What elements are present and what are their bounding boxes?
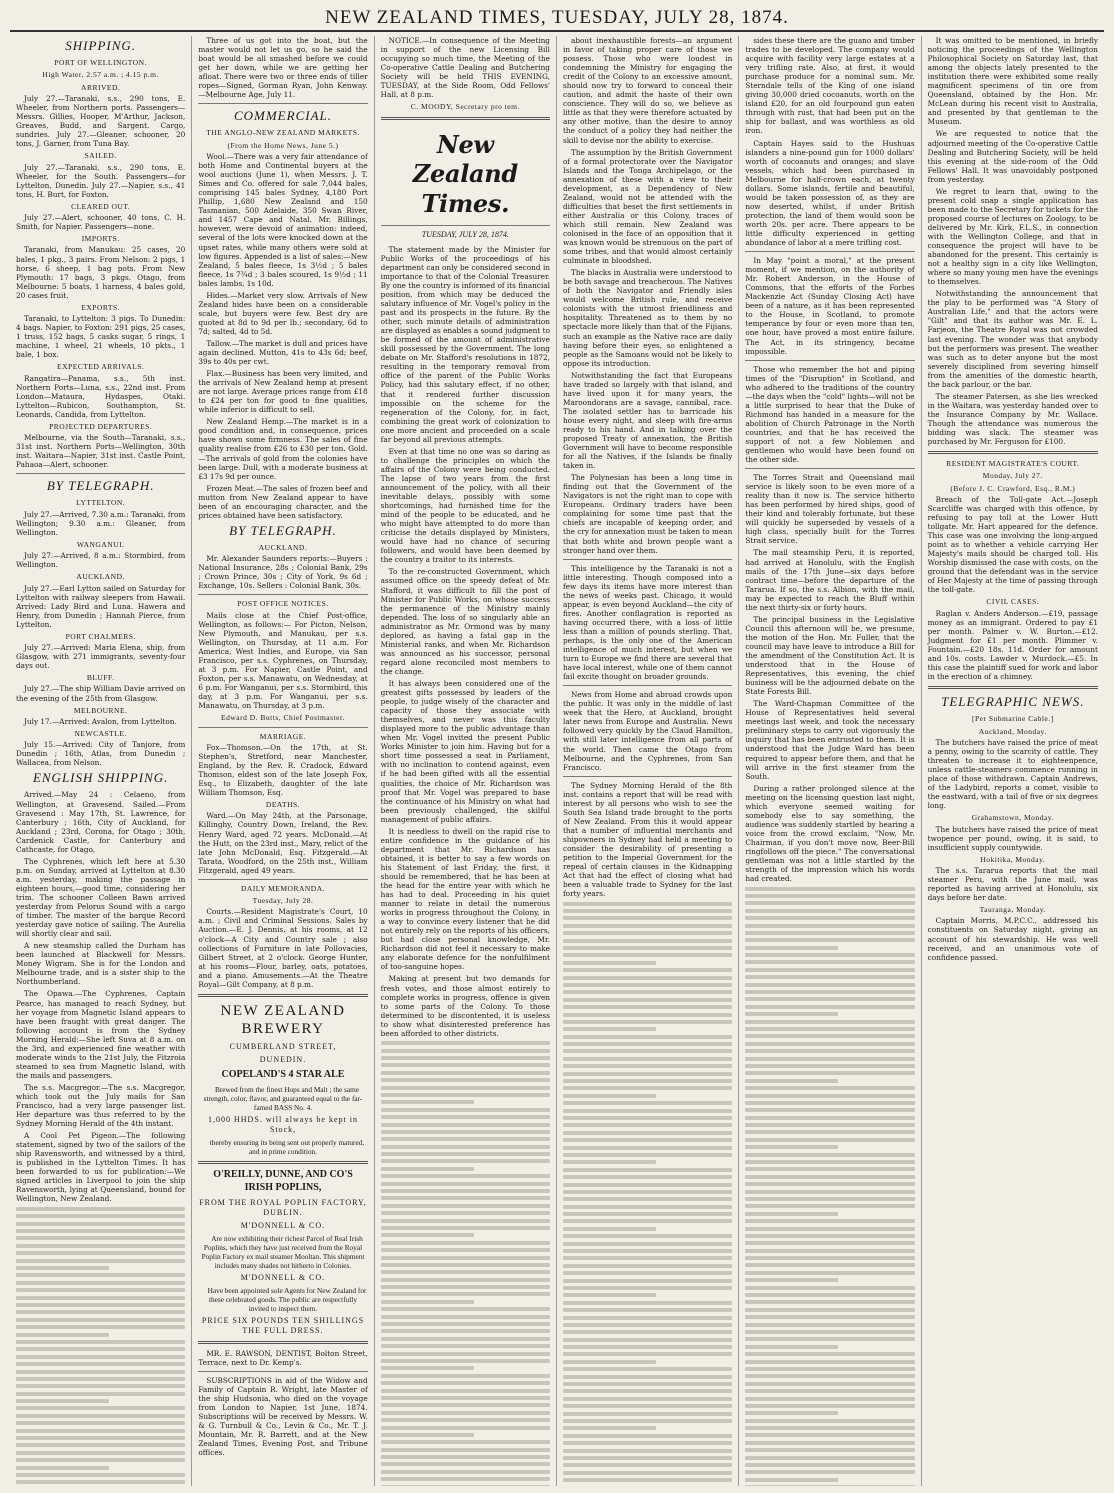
high-water: High Water, 2.57 a.m. ; 4.15 p.m. <box>42 70 159 80</box>
body-paragraph: A new steamship called the Durham has been launched at Blackwell for Messrs. Money Wigram. She is for the London and Melbourne trade, and is a sister ship to the Northumberland. <box>16 941 186 987</box>
leader-paragraph: To the re-constructed Government, which assumed office on the speedy defeat of Mr. Stafford, it was difficult to fill the post of Minister for Public Works, on whose success the permanence of the Ministry mainly depended. The loss of so singularly able an administrator as Mr. Ormond was by many deplored, as having a fatal gap in the Ministerial ranks, and when Mr. Richardson was announced as his successor, personal regard alone reconciled most members to the change. <box>380 567 550 676</box>
article-paragraph: News from Home and abroad crowds upon the public. It was only in the middle of last week that the Hero, at Auckland, brought later news from Europe and Australia. News followed very quickly by the Claud Hamilton, with still later intelligence from all parts of the world. Then came the Otago from Melbourne, and the Cyphrenes, from San Francisco. <box>562 690 733 772</box>
auckland-text: July 27.—Earl Lytton sailed on Saturday for Lyttelton with railway sleepers from Hawaii. Arrived: Lady Bird and Luna. Hawera and Henry, from Dunedin ; Hannah Pierce, from Lyttelton. <box>16 583 186 629</box>
article-paragraph: We are requested to notice that the adjourned meeting of the Co-operative Cattle Dealing and Butchering Society, will be held this evening at the side-room of the Odd Fellows' Hall. It was unavoidably postponed from yesterday. <box>927 129 1098 184</box>
arrived-text: July 27.—Taranaki, s.s., 290 tons, E. Wheeler, from Northern ports. Passengers—Messrs. Gillies, Hooper, M'Arthur, Jackson, Greaves, Budd, and Sargent. Cargo, sundries. July 27.—Gleaner, schooner, 20 tons, J. Garner, from Tuna Bay. <box>16 94 186 149</box>
brewery-name: NEW ZEALAND BREWERY <box>220 1002 346 1038</box>
poplin-heading: O'REILLY, DUNNE, AND CO'S IRISH POPLINS, <box>213 1169 353 1193</box>
market-text: Flax.—Business has been very limited, and the arrivals of New Zealand hemp at present are not large. Average prices range from £18 to £24 per ton for good to fine qualities, while inferior is difficult to sell. <box>198 369 368 415</box>
article-paragraph: Notwithstanding the fact that Europeans have traded so largely with that island, and have lived upon it for many years, the Maroondorans are a savage, cannibal, race. The isolated settler has to barricade his house every night, and sleep with fire-arms ready to his hand. And in talking over the proposed Treaty of annexation, the British Government will have to become responsible for all the Natives, if the Islands be finally taken in. <box>562 370 733 471</box>
column-4 <box>557 36 739 1486</box>
leader-paragraph: The statement made by the Minister for Public Works of the proceedings of his department can only be considered second in importance to that of the Colonial Treasurer. By one the country is informed of its financial position, from which may be deduced the salutary influence of Mr. Vogel's policy in the past and its prospects in the future. By the other, such minute details of administration are displayed as enables a sound judgment to be formed of the amount of administrative skill possessed by the Government. The long debate on Mr. Stafford's resolutions in 1872, resulting in the temporary removal from office of the parent of the Public Works Policy, had this salutary effect, if no other, that it rendered further discussion impossible on the scheme for the regeneration of the Colony, for, in fact, combining the great work of colonization to one more ancient and proceeded on a scale far beyond all previous attempts. <box>380 244 550 444</box>
projected-heading: PROJECTED DEPARTURES. <box>49 421 153 431</box>
exports-text: Taranaki, to Lyttelton: 3 pigs. To Dunedin: 4 bags. Napier, to Foxton: 291 pigs, 25 cases, 1 truss, 152 bags, 5 casks sugar, 5 rings, 1 machine, 1 wheel, 21 wheels, 10 pkts., 1 bale, 1 box. <box>16 314 186 360</box>
dentist-advert: MR. E. RAWSON, DENTIST, Bolton Street, Terrace, next to Dr. Kemp's. <box>198 1348 368 1367</box>
column-3 <box>375 36 557 1486</box>
sailed-text: July 27.—Taranaki, s.s., 290 tons, E. Wheeler, for the South. Passengers—for Lyttelton, Dunedin. July 27.—Napier, s.s., 41 tons, H. Burt, for Foxton. <box>16 162 186 199</box>
market-text: Hides.—Market very slow. Arrivals of New Zealand hides have been on a considerable scale, but buyers were few. Best dry are quoted at 8d to 9d per lb.; secondary, 6d to 7d; salted, 4d to 5d. <box>198 290 368 336</box>
brewery-address: CUMBERLAND STREET, <box>229 1041 337 1051</box>
brewery-city: DUNEDIN. <box>259 1054 307 1064</box>
notice-text: NOTICE.—In consequence of the Meeting in support of the new Licensing Bill occupying so much time, the Meeting of the Co-operative Cattle Dealing and Butchering Society will be held THIS EVENING, TUESDAY, at the Side Room, Odd Fellows' Hall, at 8 p.m. <box>380 36 550 100</box>
article-paragraph: In May "point a moral," at the present moment, if we mention, on the authority of Mr. Robert Anderson, in the House of Commons, that the efforts of the Forbes Mackenzie Act (Sunday Closing Act) have been of a nature, as it has been represented to the House, in Scotland, to promote temperance by four or even more than ten, one hour, have proved a most entire failure. The Act, in its stringency, became impossible. <box>745 256 915 356</box>
article-paragraph: about inexhaustible forests—an argument in favor of taking proper care of those we possess. Those who were loudest in condemning the Ministry for engaging the credit of the Colony to an excessive amount, should now try to forward to conceal their caution, and admit the haste of their own conscience. They will do so, we believe as little as that they were therefore actuated by any other motive, than the desire to annoy the conduct of a policy they had neither the skill to devise nor the ability to exercise. <box>562 36 733 145</box>
marriage-heading: MARRIAGE. <box>259 731 307 741</box>
article-paragraph: During a rather prolonged silence at the meeting on the licensing question last night, which everyone seemed waiting for somebody else to say something, the audience was suddenly startled by hearing a voice from the crowd exclaim, "Now, Mr. Chairman, if you don't move now, Beer-Bill ringfollows off the piece." The conversational gentleman was not a little startled by the strength of the impression which his words had created. <box>745 783 915 884</box>
post-office-signature: Edward D. Butts, Chief Postmaster. <box>221 713 345 723</box>
market-title: THE ANGLO-NEW ZEALAND MARKETS. <box>206 128 360 138</box>
article-paragraph: We regret to learn that, owing to the present cold snap a single application has been made to the Secretary for tickets for the proposed course of lectures on Zoology, to be delivered by Mr. Kirk, F.L.S., in connection with the Wellington College, and that in consequence the project will have to be abandoned for the present. This certainly is not a healthy sign in a city like Wellington, where so many young men have the evenings to themselves. <box>927 186 1098 287</box>
auckland-text: Mr. Alexander Saunders reports:—Buyers : National Insurance, 28s ; Colonial Bank, 29s ; Crown Prince, 30s ; City of York, 9s 6d ; Exchange, 10s. Sellers : Colonial Bank, 30s. <box>198 554 368 591</box>
market-text: Tallow.—The market is dull and prices have again declined. Mutton, 41s to 43s 6d; beef, 39s to 40s per cwt. <box>198 338 368 367</box>
shipping-heading: SHIPPING. <box>65 38 137 53</box>
body-paragraph: Three of us got into the boat, but the master would not let us go, so he said the boat would be all smashed before we could get her down, while we are getting her afloat. There were two or three ends of tiller ropes—Signed, Gorman Ryan, John Kenway.—Melbourne Age, July 11. <box>198 36 368 100</box>
port-line: PORT OF WELLINGTON. <box>54 58 147 68</box>
poplin-text: Are now exhibiting their richest Parcel of Real Irish Poplins, which they have just received from the Royal Poplin Factory ex mail steamer Mooltan. This shipment includes many shades not hitherto in Colonies. <box>201 1233 365 1270</box>
civil-cases-heading: CIVIL CASES. <box>986 597 1040 607</box>
notice-signature: C. MOODY, Secretary pro tem. <box>410 102 520 112</box>
body-paragraph: The Cyphrenes, which left here at 5.30 p.m. on Sunday, arrived at Lyttelton at 8.30 a.m. yesterday, making the passage in eighteen hours,—good time, considering her trim. The schooner Colleen Bawn arrived yesterday from Pelorus Sound with a cargo of timber. The master of the barque Record yesterday gave notice of sailing. The Aurelia will shortly clear and sail. <box>16 856 186 939</box>
text-filler <box>381 1041 550 1486</box>
newcastle-heading: NEWCASTLE. <box>74 728 127 738</box>
leader-paragraph: Making at present but two demands for fresh votes, and those almost entirely to complete works in progress, offence is given to some parts of the Colony. To those determined to be discontented, it is useless to show what disinterested preference has been afforded to other districts. <box>380 974 550 1038</box>
bluff-heading: BLUFF. <box>86 673 115 683</box>
article-paragraph: The principal business in the Legislative Council this afternoon will be, we presume, the motion of the Hon. Mr. Fuller, that the council may have leave to introduce a Bill for the amendment of the Constitution Act. It is understood that in the House of Representatives, this evening, the chief business will be the adjourned debate on the State Forests Bill. <box>745 614 915 697</box>
exports-heading: EXPORTS. <box>81 302 121 312</box>
column-5 <box>739 36 921 1486</box>
body-paragraph: The Opawa.—The Cyphrenes, Captain Pearce, has managed to reach Sydney, but her voyage from Magnetic Island appears to have been fraught with great danger. The following account is from the Sydney Morning Herald:—She left Suva at 8 a.m. on the 3rd, and experienced fine weather with moderate winds to the 21st July, the Fitzroia steamed to sea from Magnetic Island, with the mails and passengers. <box>16 989 186 1080</box>
english-shipping-text: Arrived.—May 24 : Celaeno, from Wellington, at Gravesend. Sailed.—From Gravesend : May 17th, St. Lawrence, for Canterbury ; 16th, City of Auckland, for Auckland ; 23rd, Corona, for Otago ; 30th, Cardenick Castle, for Canterbury and Cathcaste, for Otago. <box>16 790 186 854</box>
civil-cases-text: Raglan v. Anders Anderson.—£19, passage money as an immigrant. Ordered to pay £1 per month. Palmer v. W. Burton.—£12. Judgment for £1 per month. Plimmer v. Fountain.—£20 18s. 11d. Order for amount and 10s. costs. Lawder v. Murdock.—£5. In this case the plaintiff sued for work and labor in the erection of a chimney. <box>927 608 1098 682</box>
article-paragraph: The assumption by the British Government of a formal protectorate over the Navigator Islands and the Tonga Archipelago, or the annexation of these with a view to their development, as a Dependency of New Zealand, would not be attended with the difficulties that beset the first settlements in either Australia or this Colony, traces of which still remain. New Zealand was colonised in the face of an opposition that it was known would be strenuous on the part of some tribes, and that would almost certainly culminate in bloodshed. <box>562 147 733 266</box>
article-paragraph: The Polynesian has been a long time in finding out that the Government of the Navigators is not the right man to cope with Europeans. Ordinary traders have been complaining for some time past that the chiefs are incapable of keeping order, and the cry for annexation must be taken to mean that both white and brown people want a stronger hand over them. <box>562 473 733 555</box>
article-paragraph: It was omitted to be mentioned, in briefly noticing the proceedings of the Wellington Philosophical Society on Saturday last, that among the objects lately presented to the institution there were exhibited some really magnificent specimens of tin ore from Queensland, obtained by the Hon. Mr. McLean during his recent visit to Australia, and presented by that gentleman to the Museum. <box>927 36 1098 127</box>
english-shipping-heading: ENGLISH SHIPPING. <box>32 770 169 786</box>
cleared-heading: CLEARED OUT. <box>71 201 131 211</box>
lyttelton-text: July 27.—Arrived, 7.30 a.m.: Taranaki, from Wellington; 9.30 a.m.: Gleaner, from Wellington. <box>16 509 186 537</box>
article-paragraph: The blacks in Australia were understood to be both savage and treacherous. The Natives of both the Navigator and Friendly isles would welcome British rule, and receive colonists with the utmost friendliness and hospitality. Threatened as to them by no spectacle more likely than that of the Fijians, such an example as the Native race are daily having before their eyes, so enlightened a people as the Samoans would not be likely to oppose its introduction. <box>562 268 733 368</box>
text-filler <box>745 887 914 1486</box>
leader-paragraph: It has always been considered one of the greatest gifts possessed by leaders of the people, to judge wisely of the character and capacity of those they associate with themselves, and never was this faculty displayed more to the public advantage than when Mr. Vogel invited the present Public Works Minister to join him. Having but for a short time possessed a seat in Parliament, with no inclination to contend against, even if he had been gifted with all the essential qualities, the choice of Mr. Richardson was proof that Mr. Vogel was prepared to base the continuance of his Ministry on what had been previously challenged, the skilful management of public affairs. <box>380 678 550 824</box>
wanganui-heading: WANGANUI. <box>76 539 125 549</box>
article-paragraph: The steamer Patersen, as she lies wrecked in the Waitara, was yesterday handed over to the Insurance Company by Mr. Wallace. Though the attendance was numerous the bidding was slack. The steamer was purchased by Mr. Ferguson for £100. <box>927 391 1098 447</box>
court-heading: RESIDENT MAGISTRATE'S COURT. <box>946 459 1080 469</box>
article-paragraph: This intelligence by the Taranaki is not a little interesting. Though composed into a few days its items have more interest than the news of weeks past. Chicago, it would appear, is even beyond Auckland—the city of fires. Another conflagration is reported as having occurred there, with a loss of little less than a million of pounds sterling. That, perhaps, is the only one of the American intelligence of much interest, but when we turn to Europe we find there are several that have local interest, while one of them cannot fail excite thought on broader grounds. <box>562 563 733 682</box>
article-paragraph: The mail steamship Peru, it is reported, had arrived at Honolulu, with the English mails of the 17th June—six days before contract time—before the departure of the Tararua. If so, the s.s. Albion, with the mail, may be expected to reach the Bluff within the next thirty-six or forty hours. <box>745 548 915 612</box>
cable-note: [Per Submarine Cable.] <box>972 714 1054 724</box>
memoranda-heading: DAILY MEMORANDA. <box>240 883 326 893</box>
court-magistrate: (Before J. C. Crawford, Esq., R.M.) <box>950 483 1076 493</box>
court-date: Monday, July 27. <box>982 471 1043 481</box>
telegraph-heading: BY TELEGRAPH. <box>229 522 337 538</box>
cleared-text: July 27.—Alert, schooner, 40 tons, C. H. Smith, for Napier. Passengers—none. <box>16 213 186 232</box>
imports-heading: IMPORTS. <box>81 234 120 244</box>
poplin-advert <box>198 1169 367 1336</box>
brewery-text: Brewed from the finest Hops and Malt ; the same strength, color, flavor, and guaranteed equal to the far-famed BASS No. 4. <box>203 1085 363 1113</box>
column-6 <box>922 36 1104 1486</box>
telegraphic-news-heading: TELEGRAPHIC NEWS. <box>941 694 1085 710</box>
brewery-advert <box>198 1002 367 1156</box>
post-office-text: Mails close at the Chief Post-office, Wellington, as follows:— For Picton, Nelson, New Plymouth, and Manukau, per s.s. Wellington, on Thursday, at 11 a.m. For America, West Indies, and Europe, via San Francisco, per s.s. Cyphrenes, on Thursday, at 3 p.m. For Napier, Castle Point, and Foxton, per s.s. Manawatu, on Wednesday, at 6 p.m. For Wanganui, per s.s. Stormbird, this day, at 3 p.m. For Wanganui, per s.s. Manawatu, on Thursday, at 3 p.m. <box>198 610 368 711</box>
poplin-agent: M'DONNELL & CO. <box>240 1220 326 1230</box>
telegraph-text: The butchers have raised the price of meat twopence per pound, owing, it is said, to insufficient supply countywide. <box>927 824 1098 852</box>
newcastle-text: July 15.—Arrived: City of Tanjore, from Dunedin ; 16th, Atlas, from Dunedin ; Wallacea, from Nelson. <box>16 740 186 768</box>
melbourne-heading: MELBOURNE. <box>73 705 128 715</box>
dateline-auckland: Auckland, Monday. <box>978 726 1047 736</box>
text-filler <box>16 1207 185 1486</box>
poplin-text: Have been appointed sole Agents for New Zealand for these celebrated goods. The public are respectfully invited to inspect them. <box>207 1285 367 1313</box>
article-paragraph: The Sydney Morning Herald of the 8th inst. contains a report that will be read with interest by all persons who wish to see the South Sea Island trade brought to the ports of New Zealand. From this it would appear that a number of influential merchants and shipowners in Sydney had held a meeting to consider the desirability of presenting a petition to the Imperial Government for the repeal of certain clauses in the Kidnapping Act that had the effect of closing what had been a valuable trade to Sydney for the last forty years. <box>562 780 733 899</box>
market-source: (From the Home News, June 5.) <box>227 140 339 150</box>
market-text: New Zealand Hemp.—The market is in a good condition and, in consequence, prices have shown some firmness. The sales of fine quality realise from £26 to £30 per ton. Gold.—The arrivals of gold from the colonies have been large. Dull, with a moderate business at £3 17s 9d per ounce. <box>198 417 368 481</box>
paper-title: New Zealand Times. <box>412 129 518 219</box>
article-paragraph: The Ward-Chapman Committee of the House of Representatives held several meetings last week, and took the necessary preliminary steps to carry out vigorously the inquiry that has been entrusted to them. It is understood that the Judge Ward has been required to appear before them, and that he will arrive in the first steamer from the South. <box>745 699 915 781</box>
projected-text: Melbourne, via the South—Taranaki, s.s., 31st inst. Northern Ports—Wellington, 30th inst. Waitara—Napier, 31st inst. Castle Point, Pahaoa—Alert, schooner. <box>16 433 186 470</box>
leader-date: TUESDAY, JULY 28, 1874. <box>421 229 509 239</box>
brewery-stock: 1,000 HHDS. will always be kept in Stock, <box>207 1115 358 1135</box>
expected-text: Rangatira—Panama, s.s., 5th inst. Northern Ports—Luna, s.s., 22nd inst. From London—Mataura, Hydaspes, Otaki. Lyttelton—Rubicon, Southampton, St. Leonards, Candida, from Lyttelton. <box>16 373 186 419</box>
dateline-grahamstown: Grahamstown, Monday. <box>971 813 1054 823</box>
body-paragraph: A Cool Pet Pigeon.—The following statement, signed by two of the sailors of the ship Ravensworth, and witnessed by a third, is published in the Lyttelton Times. It has been forwarded to us for publication:—We signed articles in Liverpool to join the ship Ravensworth, lying at Queensland, bound for Wellington, New Zealand. <box>16 1131 186 1204</box>
commercial-heading: COMMERCIAL. <box>233 108 332 124</box>
telegraph-text: The butchers have raised the price of meat a penny, owing to the scarcity of cattle. They threaten to increase it to eighteenpence, unless cattle-steamers commence running in place of those withdrawn. Captain Andrews, of the Ladybird, reports a comet, visible to the eastward, with a tail of five or six degrees long. <box>927 737 1098 811</box>
auckland-heading: AUCKLAND. <box>76 572 125 582</box>
melbourne-text: July 17.—Arrived: Avalon, from Lyttelton. <box>24 716 177 726</box>
wanganui-text: July 27.—Arrived, 8 a.m.: Stormbird, from Wellington. <box>16 551 186 570</box>
brewery-text: thereby ensuring its being sent out properly matured, and in prime condition. <box>209 1138 365 1157</box>
article-paragraph: The Torres Strait and Queensland mail service is likely soon to be even more of a reality than it now is. The service hitherto has been performed by hired ships, good of their kind and tolerably fortunate, but these will quickly be superseded by vessels of a high class, specially built for the Torres Strait service. <box>745 473 915 546</box>
article-paragraph: Those who remember the hot and piping times of the "Disruption" in Scotland, and who adhered to the traditions of the country—the days when the "cold" lights—will not be a little surprised to hear that the Duke of Richmond has handed in a measure for the abolition of Church Patronage in the North countries, and that he has received the support of not a few Noblemen and gentlemen who would have been found on the other side. <box>745 364 915 465</box>
leader-paragraph: It is needless to dwell on the rapid rise to entire confidence in the guidance of his department that Mr. Richardson has obtained, it is better to say a few words on his Statement of last Friday, the first, it should be remembered, that he has been at the head for the entire year with which he has had to deal. Proceeding in his quiet manner to relate in detail the numerous works in progress throughout the Colony, in a way to convince every listener that he did not entirely rely on the reports of his officers, but had close personal knowledge, Mr. Richardson did not feel it necessary to make any elaborate defence for the nonfulfilment of too-sanguine hopes. <box>380 826 550 972</box>
post-office-heading: POST OFFICE NOTICES. <box>237 599 329 609</box>
body-paragraph: The s.s. Macgregor.—The s.s. Macgregor, which took out the July mails for San Francisco, had a very large passenger list. Her departure was thus referred to by the Sydney Morning Herald of the 4th instant. <box>16 1082 186 1129</box>
expected-heading: EXPECTED ARRIVALS. <box>57 362 145 372</box>
arrived-heading: ARRIVED. <box>81 82 121 92</box>
article-paragraph: Captain Hayes said to the Hushuas islanders a nine-pound gun for 1000 dollars' worth of cocoanuts and oranges; and slave vessels, which had been purchased in Melbourne for half-crown each, at twenty dollars. Some islands, fertile and beautiful, would be taken possession of, as they are now deserted, whilst, if under British protection, the land of them would soon be worth 20s. per acre. There appears to be little difficulty experienced in getting abundance of labor at a mere trifling cost. <box>745 138 915 248</box>
poplin-source: FROM THE ROYAL POPLIN FACTORY, DUBLIN. <box>199 1198 367 1217</box>
court-text: Breach of the Toll-gate Act.—Joseph Scarcliffe was charged with this offence, by refusing to pay toll at the Lower Hutt tollgate. Mr. Hart appeared for the defence. This case was one involving the long-argued point as to whether a vehicle carrying Her Majesty's mails should be charged toll. His Worship dismissed the case with costs, on the ground that the defendant was in the service of Her Majesty at the time of passing through the toll-gate. <box>927 494 1098 595</box>
poplin-signature: M'DONNELL & CO. <box>240 1272 326 1282</box>
dateline-hokitika: Hokitika, Monday. <box>980 854 1046 864</box>
marriage-text: Fox—Thomson.—On the 17th, at St. Stephen's, Stretford, near Manchester, England, by the Rev. R. Cradock, Edward Thomson, eldest son of the late Joseph Fox, Esq., to Elizabeth, daughter of the late William Thomson, Esq. <box>198 742 368 798</box>
columns <box>10 36 1104 1486</box>
poplin-price: PRICE SIX POUNDS TEN SHILLINGS THE FULL DRESS. <box>201 1315 365 1335</box>
column-1 <box>10 36 192 1486</box>
deaths-heading: DEATHS. <box>265 800 301 810</box>
telegraph-heading: BY TELEGRAPH. <box>46 478 155 494</box>
sailed-heading: SAILED. <box>84 151 117 161</box>
bluff-text: July 27.—The ship William Davie arrived on the evening of the 25th from Glasgow. <box>16 684 186 703</box>
telegraph-text: Captain Morris, M.P.C.C., addressed his constituents on Saturday night, giving an account of his stewardship. He was well received, and an unanimous vote of confidence passed. <box>927 916 1098 962</box>
article-paragraph: sides these there are the guano and timber trades to be developed. The company would acquire with facility very large estates at a very trifling rate. Also, at first, it would purchase produce for a nominal sum. Mr. Sterndale tells of the King of one island giving 30,000 dried cocoanuts, worth on the island £20, for an old fourpound gun eaten through with rust, that had been put on the ship for ballast, and was worthless as old iron. <box>745 36 915 136</box>
market-text: Wool.—There was a very fair attendance of both Home and Continental buyers at the wool auctions (June 1), when Messrs. J. T. Simes and Co. offered for sale 7,044 bales, comprising 145 bales Sydney, 4,180 Port Phillip, 1,680 New Zealand and 150 Tasmanian, 500 Adelaide, 350 Swan River, and 1457 Cape and Natal. Mr. Billings, however, were devoid of animation: indeed, several of the lots were knocked down at the upset rates, while many others were sold at low figures. Appended is a list of sales:—New Zealand, 5 bales fleece, 1s 3½d ; 5 bales fleece, 1s 7¾d ; 3 bales scoured, 1s 9½d ; 11 bales lambs, 1s 10d. <box>198 152 368 288</box>
dateline-tauranga: Tauranga, Monday. <box>979 905 1047 915</box>
auckland-heading: AUCKLAND. <box>258 542 308 552</box>
column-2 <box>192 36 374 1486</box>
market-text: Frozen Meat.—The sales of frozen beef and mutton from New Zealand appear to have been of an encouraging character, and the prices obtained have been satisfactory. <box>198 483 368 520</box>
lyttelton-heading: LYTTELTON. <box>76 498 126 508</box>
memoranda-text: Courts.—Resident Magistrate's Court, 10 a.m. ; Civil and Criminal Sessions. Sales by Auction.—E. J. Dennis, at his rooms, at 12 o'clock—A City and Country sale ; also collections of Furniture in late Pollovacies, Gilbert Street, at 2 o'clock. George Hunter, at his rooms—Flour, barley, oats, potatoes, and a piano. Amusements.—At the Theatre Royal—Gilt Company, at 8 p.m. <box>198 907 368 989</box>
masthead <box>10 6 1104 32</box>
brewery-product: COPELAND'S 4 STAR ALE <box>221 1068 345 1080</box>
subscriptions-advert: SUBSCRIPTIONS in aid of the Widow and Family of Captain R. Wright, late Master of the ship Hudsonia, who died on the voyage from London to Napier, 1st June, 1874. Subscriptions will be received by Messrs. W. & G. Turnbull & Co., Levin & Co., Mr. T. J. Mountain, Mr. R. Barrett, and at the New Zealand Times, Evening Post, and Tribune offices. <box>198 1375 368 1458</box>
chalmers-heading: PORT CHALMERS. <box>65 631 136 641</box>
leader-paragraph: Even at that time no one was so daring as to challenge the principles on which the affairs of the Colony were being conducted. The lapse of two years from the first announcement of the policy, with all their inevitable delays, possibly with some shortcomings, had furnished time for the mind of the people to be educated, and he who might have attempted to do more than criticise the details displayed by Ministers, would have had no chance of securing followers, and would have been deemed by the country a traitor to its interests. <box>380 446 550 565</box>
text-filler <box>563 902 732 1486</box>
masthead-title: NEW ZEALAND TIMES, TUESDAY, JULY 28, 1874. <box>325 7 789 28</box>
telegraph-text: The s.s. Tararua reports that the mail steamer Peru, with the June mail, was reported as having arrived at Honolulu, six days before her date. <box>927 865 1098 903</box>
imports-text: Taranaki, from Manukau: 25 cases, 20 bales, 1 pkg., 3 pairs. From Nelson: 2 pigs, 1 horse, 6 sheep, 1 bag pots. From New Plymouth: 17 bags, 3 pkgs. Otago, from Melbourne: 5 boats, 1 harness, 4 bales gold, 20 cases fruit. <box>16 245 186 300</box>
deaths-text: Ward.—On May 24th, at the Parsonage, Killinghy, Country Down, Ireland, the Rev. Henry Ward, aged 72 years. McDonald.—At the Hutt, on the 23rd inst., Mary, relict of the late John McDonald, Esq. Fitzgerald.—At Tarata, Woodford, on the 25th inst., William Fitzgerald, aged 49 years. <box>198 811 368 875</box>
article-paragraph: Notwithstanding the announcement that the play to be performed was "A Story of Australian Life," and that the actors were "Gilt" and that its author was Mr. E. L. Farjeon, the Theatre Royal was not crowded last evening. The wonder was that anybody but the performers was present. The weather was such as to deter anyone but the most severely disciplined from severing himself from the amenities of the domestic hearth, the back parlour, or the bar. <box>927 289 1098 389</box>
chalmers-text: July 27.—Arrived: Maria Elena, ship, from Glasgow, with 271 immigrants, seventy-four days out. <box>16 643 186 671</box>
memoranda-date: Tuesday, July 28. <box>252 896 314 906</box>
